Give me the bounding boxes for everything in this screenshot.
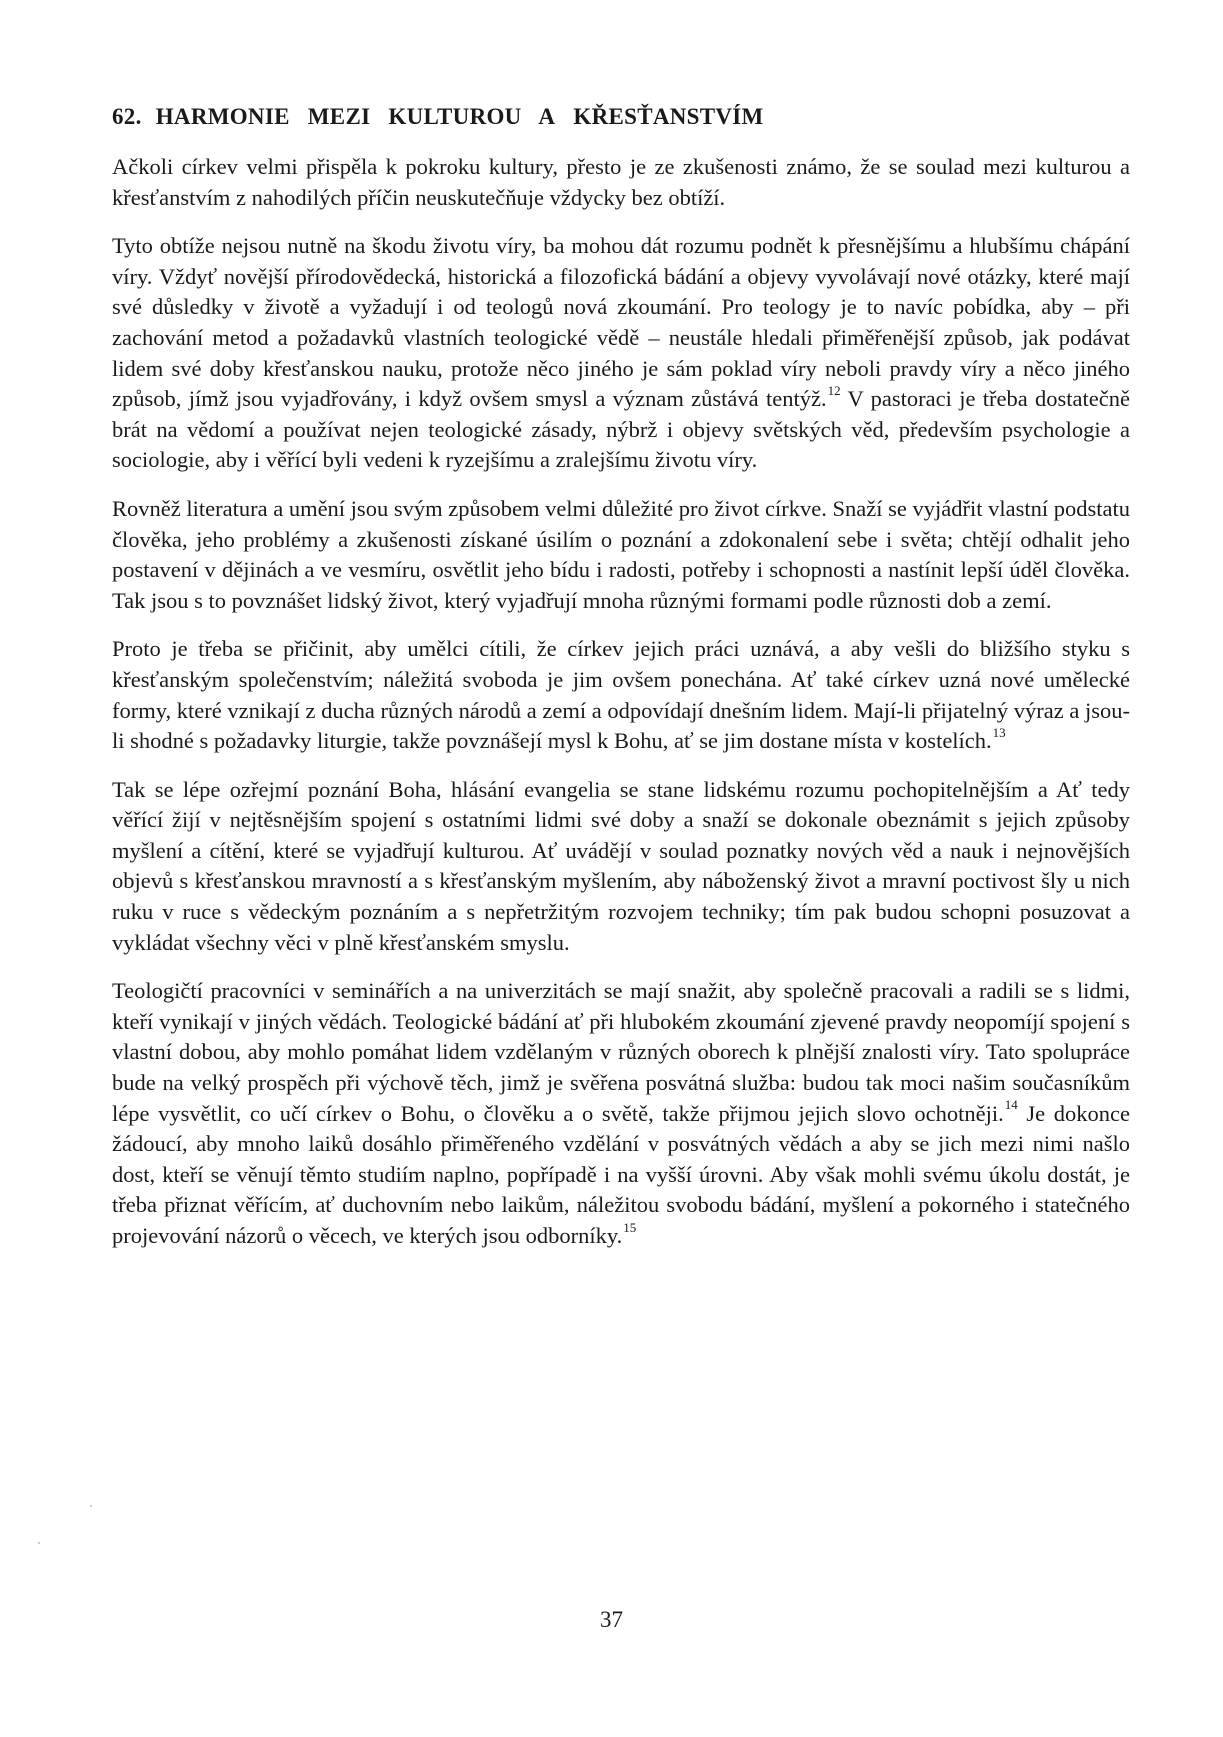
scan-speck <box>38 1542 40 1544</box>
paragraph <box>112 976 1130 1251</box>
paragraph-text: Tak se lépe ozřejmí poznání Boha, hlásání evangelia se stane lidskému rozumu pochopitelnějším a Ať tedy věřící žijí v nejtěsnějším spojení s ostatními lidmi své doby a snaží se dokonale obeznámit s jejich způsoby myšlení a cítění, které se vyjadřují kulturou. Ať uvádějí v soulad poznatky nových věd a nauk i nejnovějších objevů s křesťanskou mravností a s křesťanským myšlením, aby náboženský život a mravní poctivost šly u nich ruku v ruce s vědeckým poznáním a s nepřetržitým rozvojem techniky; tím pak budou schopni posuzovat a vykládat všechny věci v plně křesťanském smyslu. <box>112 776 1130 955</box>
section-heading <box>112 104 1130 130</box>
page-number: 37 <box>600 1607 623 1632</box>
paragraph-text: Je dokonce žádoucí, aby mnoho laiků dosáhlo přiměřeného vzdělání v posvátných vědách a aby se jich mezi nimi našlo dost, kteří se věnují těmto studiím naplno, popřípadě i na vyšší úrovni. Aby však mohli svému úkolu dostát, je třeba přiznat věřícím, ať duchovním nebo laikům, náležitou svobodu bádání, myšlení a pokorného i statečného projevování názorů o věcech, ve kterých jsou odborníky. <box>112 1100 1131 1248</box>
section-title-word: KULTUROU <box>388 104 522 129</box>
paragraph <box>112 775 1130 959</box>
document-page <box>112 104 1130 1270</box>
section-title-word: A <box>538 104 556 129</box>
paragraph-text: Tyto obtíže nejsou nutně na škodu životu víry, ba mohou dát rozumu podnět k přesnějšímu a hlubšímu chápání víry. Vždyť novější přírodovědecká, historická a filozofická bádání a objevy vyvolávají nové otázky, které mají své důsledky v životě a vyžadují i od teologů nová zkoumání. Pro teology je to navíc pobídka, aby – při zachování metod a požadavků vlastních teologické vědě – neustále hledali přiměřenější způsob, jak podávat lidem své doby křesťanskou nauku, protože něco jiného je sám poklad víry neboli pravdy víry a něco jiného způsob, jímž jsou vyjadřovány, i když ovšem smysl a význam zůstává tentýž. <box>112 233 1130 412</box>
footnote-ref: 15 <box>623 1219 637 1235</box>
footnote-ref: 13 <box>992 724 1006 740</box>
paragraph <box>112 494 1130 616</box>
paragraph-text: Teologičtí pracovníci v seminářích a na univerzitách se mají snažit, aby společně pracovali a radili se s lidmi, kteří vynikají v jiných vědách. Teologické bádání ať při hlubokém zkoumání zjevené pravdy neopomíjí spojení s vlastní dobou, aby mohlo pomáhat lidem vzdělaným v různých oborech k plnější znalosti víry. Tato spolupráce bude na velký prospěch při výchově těch, jimž je svěřena posvátná služba: budou tak moci našim současníkům lépe vysvětlit, co učí církev o Bohu, o člověku a o světě, takže přijmou jejich slovo ochotněji. <box>112 978 1130 1126</box>
footnote-ref: 12 <box>827 382 841 398</box>
paragraph-text: Ačkoli církev velmi přispěla k pokroku kultury, přesto je ze zkušenosti známo, že se soulad mezi kulturou a křesťanstvím z nahodilých příčin neuskutečňuje vždycky bez obtíží. <box>112 154 1130 210</box>
paragraph-text: Rovněž literatura a umění jsou svým způsobem velmi důležité pro život církve. Snaží se vyjádřit vlastní podstatu člověka, jeho problémy a zkušenosti získané úsilím o poznání a zdokonalení sebe i světa; chtějí odhalit jeho postavení v dějinách a ve vesmíru, osvětlit jeho bídu i radosti, potřeby i schopnosti a nastínit lepší úděl člověka. Tak jsou s to povznášet lidský život, který vyjadřují mnoha různými formami podle různosti dob a zemí. <box>112 495 1130 613</box>
section-title-word: MEZI <box>307 104 371 129</box>
scan-speck <box>90 1505 92 1507</box>
section-number: 62. <box>112 104 142 129</box>
section-title-word: KŘESŤANSTVÍM <box>573 104 764 129</box>
section-title-word: HARMONIE <box>155 104 290 129</box>
paragraph <box>112 634 1130 756</box>
paragraph-text: Proto je třeba se přičinit, aby umělci cítili, že církev jejich práci uznává, a aby vešli do bližšího styku s křesťanským společenstvím; náležitá svoboda je jim ovšem ponechána. Ať také církev uzná nové umělecké formy, které vznikají z ducha různých národů a zemí a odpovídají dnešním lidem. Mají-li přijatelný výraz a jsou-li shodné s požadavky liturgie, takže povznášejí mysl k Bohu, ať se jim dostane místa v kostelích. <box>112 636 1130 754</box>
paragraph <box>112 152 1130 213</box>
paragraph <box>112 231 1130 476</box>
paragraph-text: V pastoraci je třeba dostatečně brát na vědomí a používat nejen teologické zásady, nýbrž i objevy světských věd, především psychologie a sociologie, aby i věřící byli vedeni k ryzejšímu a zralejšímu životu víry. <box>112 386 1130 473</box>
footnote-ref: 14 <box>1004 1097 1018 1113</box>
